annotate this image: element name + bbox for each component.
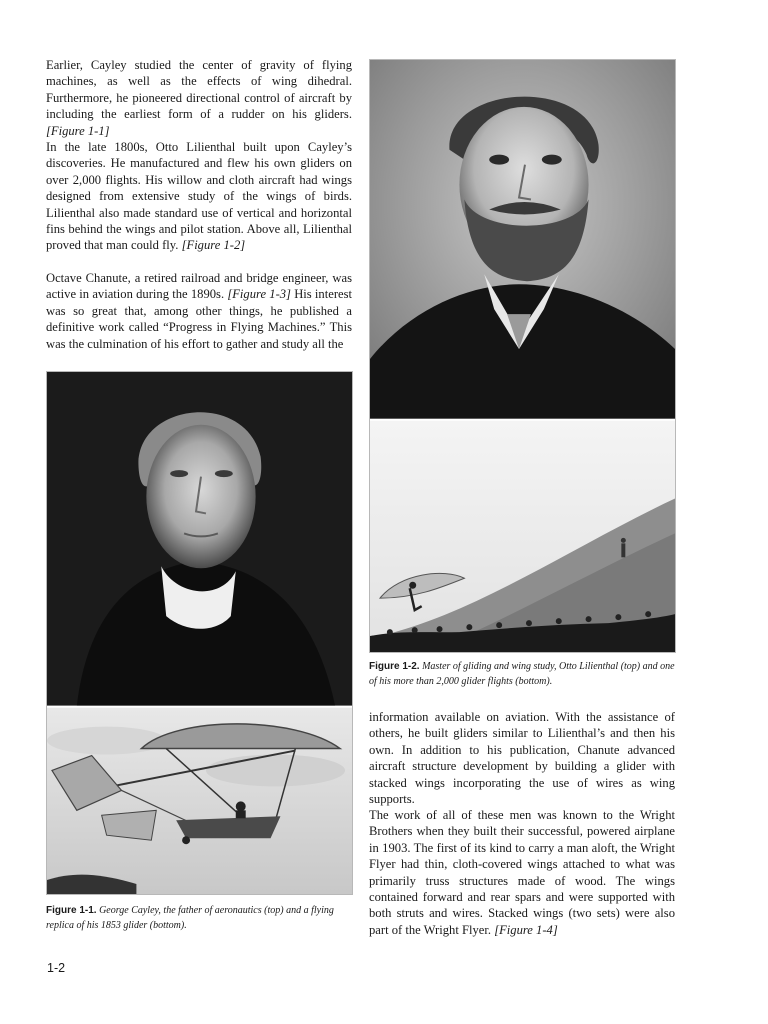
caption-text: Master of gliding and wing study, Otto Lilienthal (top) and one of his more than 2,000 glider flights (bottom). xyxy=(369,661,675,687)
cayley-portrait-and-glider-image xyxy=(47,372,352,894)
paragraph-chanute xyxy=(46,270,352,352)
paragraph-text: The work of all of these men was known to the Wright Brothers when they built their successful, powered airplane in 1903. The first of its kind to carry a man aloft, the Wright Flyer had thin, cloth-covered wings attached to what was primarily truss structures made of wood. The wings contained forward and rear spars and were supported with both struts and wires. Stacked wings (two sets) were also part of the Wright Flyer. xyxy=(369,808,675,937)
figure-1-2-photo xyxy=(369,59,676,653)
paragraph-text: Octave Chanute, a retired railroad and bridge engineer, was active in aviation during the 1890s. xyxy=(46,271,352,302)
figure-reference[interactable]: [Figure 1-2] xyxy=(181,238,246,253)
figure-reference[interactable]: [Figure 1-4] xyxy=(494,922,558,937)
figure-1-1-photo xyxy=(46,371,353,895)
paragraph-wright-brothers xyxy=(369,807,675,938)
paragraph-cayley-gravity xyxy=(46,57,352,139)
paragraph-text: In the late 1800s, Otto Lilienthal built upon Cayley’s discoveries. He manufactured and flew his own gliders on over 2,000 flights. His willow and cloth aircraft had wings designed from extensive study of the wings of birds. Lilienthal also made standard use of vertical and horizontal fins behind the wings and pilot station. Above all, Lilienthal proved that man could fly. xyxy=(46,140,352,253)
caption-text: George Cayley, the father of aeronautics (top) and a flying replica of his 1853 glider (bottom). xyxy=(46,905,334,931)
paragraph-text: Earlier, Cayley studied the center of gravity of flying machines, as well as the effects of wing dihedral. Furthermore, he pioneered directional control of aircraft by including the earliest form of a rudder on his gliders. xyxy=(46,58,352,122)
paragraph-chanute-continued xyxy=(369,709,675,807)
page-number: 1-2 xyxy=(47,961,66,975)
figure-1-1-caption xyxy=(46,904,356,933)
figure-1-2-caption xyxy=(369,660,679,689)
paragraph-lilienthal xyxy=(46,139,352,254)
paragraph-text: information available on aviation. With the assistance of others, he built gliders similar to Lilienthal’s and then his own. In addition to his publication, Chanute advanced aircraft structure development by building a glider with stacked wings incorporating the use of wires as wing supports. xyxy=(369,710,675,807)
figure-reference[interactable]: [Figure 1-1] xyxy=(46,123,110,138)
lilienthal-portrait-and-flight-image xyxy=(370,60,675,652)
paragraph-text: His interest was so great that, among other things, he published a definitive work called “Progress in Flying Machines.” This was the culmination of his effort to gather and study all the xyxy=(46,287,352,351)
figure-reference[interactable]: [Figure 1-3] xyxy=(227,287,291,302)
figure-label: Figure 1-2. xyxy=(369,661,420,672)
figure-label: Figure 1-1. xyxy=(46,905,97,916)
